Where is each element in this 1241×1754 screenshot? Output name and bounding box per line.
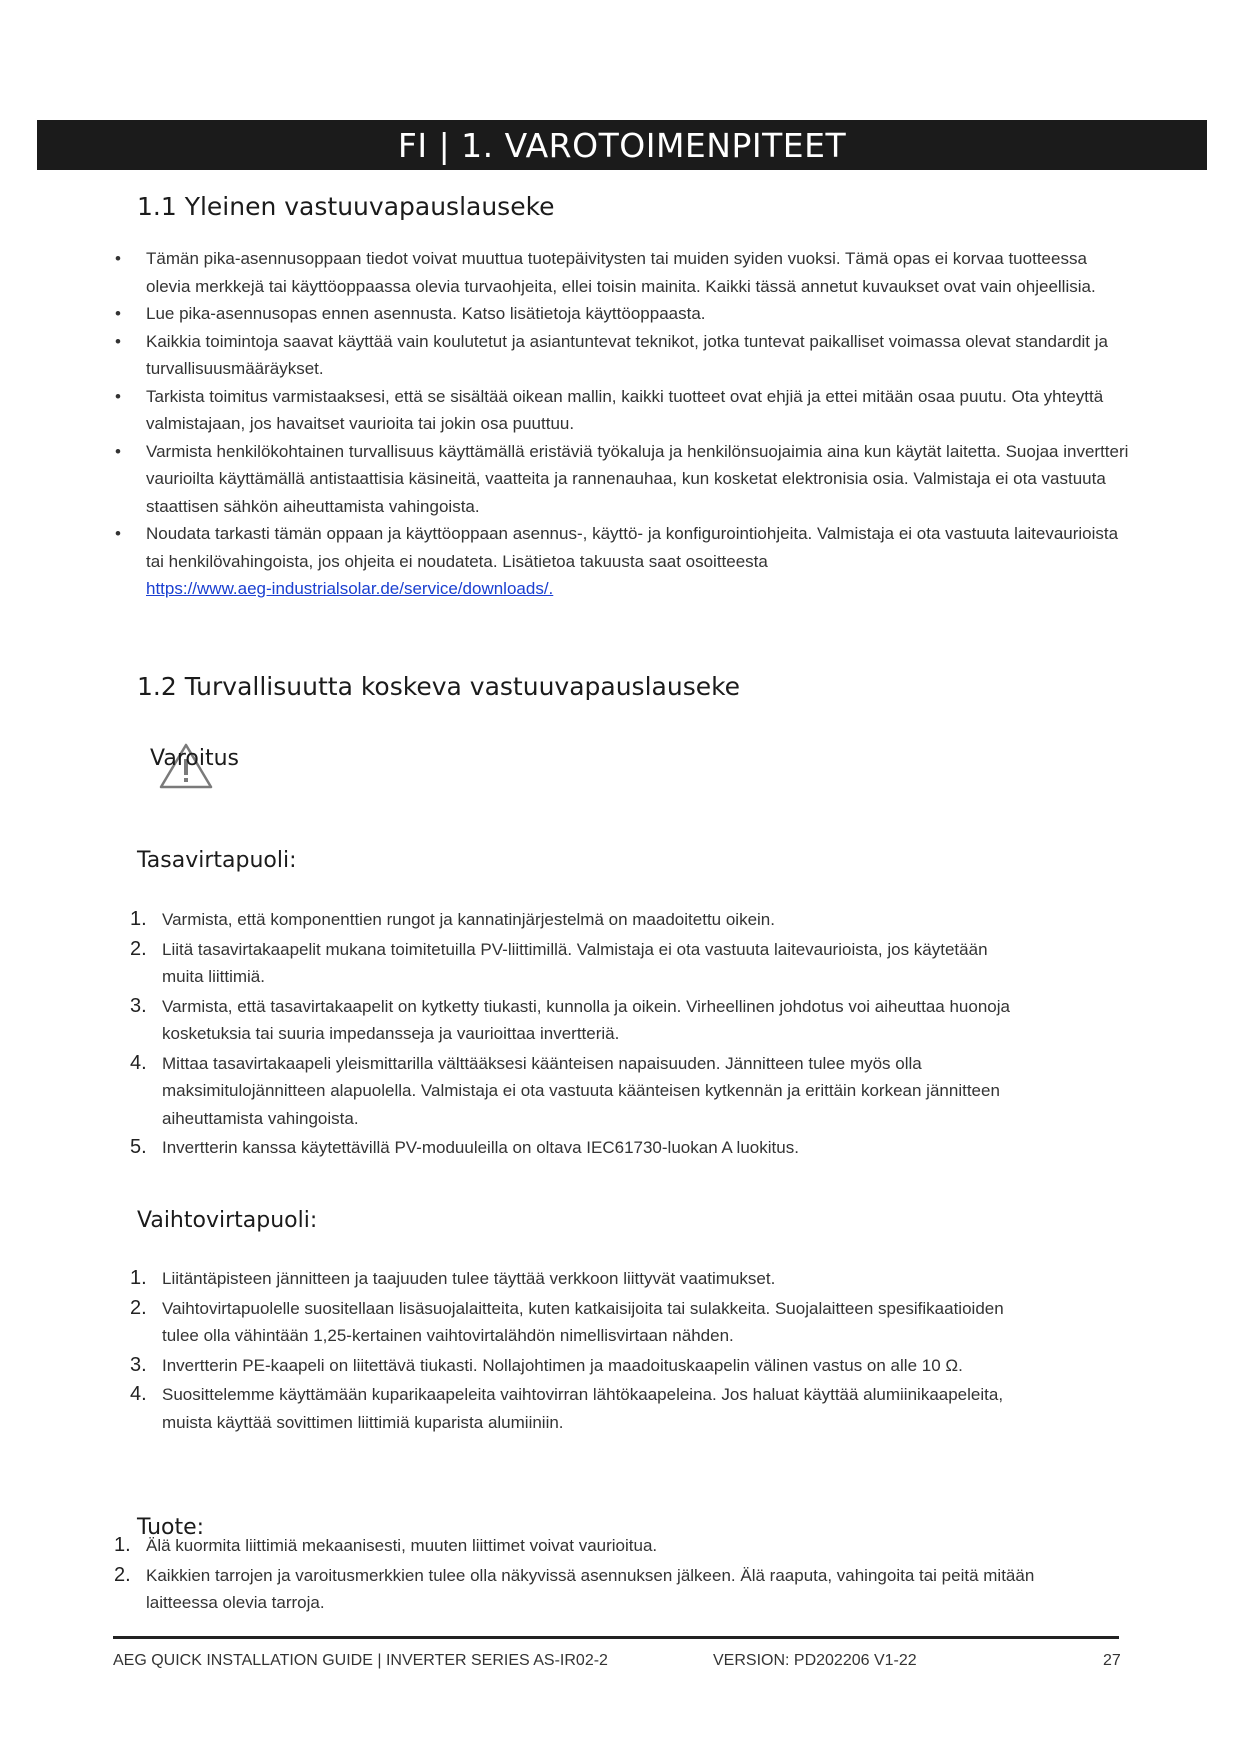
- list-item: 5. Invertterin kanssa käytettävillä PV-moduuleilla on oltava IEC61730-luokan A luokitus.: [130, 1136, 799, 1158]
- product-heading: Tuote:: [137, 1515, 205, 1540]
- warning-label: Varoitus: [150, 746, 239, 771]
- list-item: 1. Varmista, että komponenttien rungot ja kannatinjärjestelmä on maadoitettu oikein.: [130, 908, 775, 930]
- footer-divider: [113, 1636, 1119, 1639]
- page-title-bar: [37, 120, 1207, 170]
- list-item: 2. Kaikkien tarrojen ja varoitusmerkkien tulee olla näkyvissä asennuksen jälkeen. Älä raaputa, vahingoita tai peitä mitään laitteessa olevia tarroja.: [114, 1563, 1035, 1612]
- general-bullet-list: [110, 245, 1130, 603]
- list-item: 3. Invertterin PE-kaapeli on liitettävä tiukasti. Nollajohtimen ja maadoituskaapelin välinen vastus on alle 10 Ω.: [130, 1353, 963, 1376]
- page-title: FI | 1. VAROTOIMENPITEET: [397, 125, 847, 165]
- dc-side-list: [130, 906, 1030, 1164]
- list-item: • Lue pika-asennusopas ennen asennusta. Katso lisätietoja käyttöoppaasta.: [110, 300, 1130, 328]
- section-heading-general: 1.1 Yleinen vastuuvapauslauseke: [137, 192, 555, 221]
- dc-side-heading: Tasavirtapuoli:: [137, 848, 297, 873]
- ac-side-heading: Vaihtovirtapuoli:: [137, 1208, 318, 1233]
- list-item: 1. Älä kuormita liittimiä mekaanisesti, muuten liittimet voivat vaurioitua.: [114, 1534, 658, 1556]
- list-item: 2. Vaihtovirtapuolelle suositellaan lisäsuojalaitteita, kuten katkaisijoita tai sulakkeita. Suojalaitteen spesifikaatioiden tulee olla vähintään 1,25-kertainen vaihtovirtalähdön nimellisvirtaan nähden.: [130, 1296, 1004, 1345]
- product-list: [114, 1532, 1074, 1619]
- section-heading-safety: 1.2 Turvallisuutta koskeva vastuuvapauslauseke: [137, 672, 741, 701]
- downloads-link[interactable]: https://www.aeg-industrialsolar.de/service/downloads/.: [146, 579, 554, 598]
- ac-side-list: [130, 1265, 1030, 1438]
- warning-block: [150, 740, 290, 795]
- list-item: • Kaikkia toimintoja saavat käyttää vain koulutetut ja asiantuntevat teknikot, jotka tuntevat paikalliset voimassa olevat standardit ja turvallisuusmääräykset.: [110, 328, 1130, 383]
- list-item: • Varmista henkilökohtainen turvallisuus käyttämällä eristäviä työkaluja ja henkilönsuojaimia aina kun käytät laitetta. Suojaa invertteri vaurioilta käyttämällä antistaattisia käsineitä, vaatteita ja rannenauhaa, kun kosketat elektronisia osia. Valmistaja ei ota vastuuta staattisen sähkön aiheuttamista vahingoista.: [110, 438, 1130, 521]
- list-item: 2. Liitä tasavirtakaapelit mukana toimitetuilla PV-liittimillä. Valmistaja ei ota vastuuta laitevaurioista, jos käytetään muita liittimiä.: [130, 937, 988, 986]
- list-item: 4. Suosittelemme käyttämään kuparikaapeleita vaihtovirran lähtökaapeleina. Jos haluat käyttää alumiinikaapeleita, muista käyttää sovittimen liittimiä kuparista alumiiniin.: [130, 1383, 1004, 1432]
- list-item: 4. Mittaa tasavirtakaapeli yleismittarilla välttääksesi käänteisen napaisuuden. Jännitteen tulee myös olla maksimitulojännitteen alapuolella. Valmistaja ei ota vastuuta käänteisen kytkennän ja erittäin korkean jännitteen aiheuttamista vahingoista.: [130, 1051, 1000, 1128]
- list-item: • Tarkista toimitus varmistaaksesi, että se sisältää oikean mallin, kaikki tuotteet ovat ehjiä ja ettei mitään osaa puutu. Ota yhteyttä valmistajaan, jos havaitset vaurioita tai jokin osa puuttuu.: [110, 383, 1130, 438]
- list-item: • Noudata tarkasti tämän oppaan ja käyttöoppaan asennus-, käyttö- ja konfigurointiohjeita. Valmistaja ei ota vastuuta laitevaurioista tai henkilövahingoista, jos ohjeita ei noudateta. Lisätietoa takuusta saat osoitteesta https://www.aeg-industrialsolar.de/service/downloads/.: [110, 520, 1130, 603]
- footer-guide-title: AEG QUICK INSTALLATION GUIDE | INVERTER SERIES AS-IR02-2: [113, 1652, 608, 1669]
- page-number: 27: [1103, 1652, 1121, 1669]
- list-item: • Tämän pika-asennusoppaan tiedot voivat muuttua tuotepäivitysten tai muiden syiden vuoksi. Tämä opas ei korvaa tuotteessa olevia merkkejä tai käyttöoppaassa olevia turvaohjeita, ellei toisin mainita. Kaikki tässä annetut kuvaukset ovat vain ohjeellisia.: [110, 245, 1130, 300]
- list-item: 3. Varmista, että tasavirtakaapelit on kytketty tiukasti, kunnolla ja oikein. Virheellinen johdotus voi aiheuttaa huonoja kosketuksia tai suuria impedansseja ja vaurioittaa invertteriä.: [130, 994, 1010, 1043]
- footer-version: VERSION: PD202206 V1-22: [713, 1652, 917, 1669]
- list-item: 1. Liitäntäpisteen jännitteen ja taajuuden tulee täyttää verkkoon liittyvät vaatimukset.: [130, 1267, 776, 1289]
